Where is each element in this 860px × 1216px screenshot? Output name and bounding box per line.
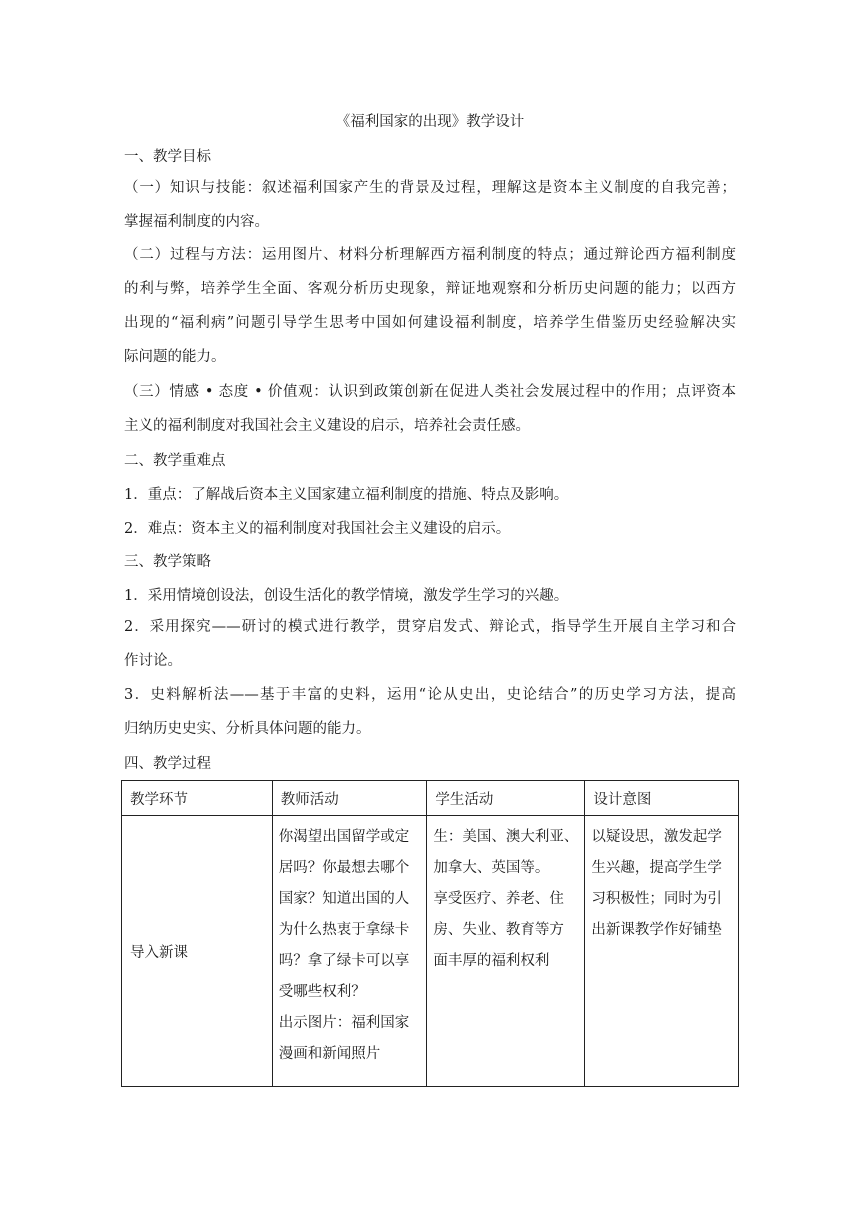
cell-line: 出新课教学作好铺垫: [591, 922, 722, 938]
teaching-process-table: [121, 780, 739, 1087]
teacher-activity-cell: [272, 816, 427, 1087]
cell-line: 出示图片：福利国家: [278, 1015, 410, 1031]
section-heading-strategy: 三、教学策略: [124, 554, 211, 570]
cell-line: 享受医疗、养老、住: [433, 891, 564, 907]
section-heading-process: 四、教学过程: [124, 756, 211, 772]
header-cell-intent: 设计意图: [585, 781, 739, 816]
cell-line: 吗？拿了绿卡可以享: [278, 953, 410, 969]
objective-knowledge-paragraph: [124, 171, 736, 239]
table-row: [122, 816, 739, 1087]
cell-line: 生：美国、澳大利亚、: [433, 829, 579, 845]
paragraph-line: 2．采用探究——研讨的模式进行教学，贯穿启发式、辩论式，指导学生开展自主学习和合: [124, 619, 736, 635]
design-intent-cell: [585, 816, 739, 1087]
cell-line: 居吗？你最想去哪个: [278, 860, 410, 876]
header-cell-stage: 教学环节: [122, 781, 273, 816]
paragraph-line: 掌握福利制度的内容。: [124, 214, 269, 230]
cell-line: 国家？知道出国的人: [278, 891, 410, 907]
cell-line: 习积极性；同时为引: [591, 891, 722, 907]
header-cell-teacher: 教师活动: [272, 781, 427, 816]
section-heading-key-points: 二、教学重难点: [124, 453, 226, 469]
cell-line: 面丰厚的福利权利: [433, 953, 550, 969]
objective-process-paragraph: [124, 238, 736, 374]
paragraph-line: 际问题的能力。: [124, 349, 226, 365]
cell-line: 房、失业、教育等方: [433, 922, 564, 938]
paragraph-line: 3．史料解析法——基于丰富的史料，运用“论从史出，史论结合”的历史学习方法，提高: [124, 687, 736, 703]
cell-line: 漫画和新闻照片: [278, 1046, 381, 1062]
cell-line: 受哪些权利？: [278, 984, 366, 1000]
paragraph-line: 归纳历史史实、分析具体问题的能力。: [124, 721, 371, 737]
difficult-point-item: 2．难点：资本主义的福利制度对我国社会主义建设的启示。: [124, 521, 511, 537]
strategy-item-1: 1．采用情境创设法，创设生活化的教学情境，激发学生学习的兴趣。: [124, 588, 569, 604]
paragraph-line: 出现的“福利病”问题引导学生思考中国如何建设福利制度，培养学生借鉴历史经验解决实: [124, 315, 736, 331]
cell-line: 你渴望出国留学或定: [278, 829, 410, 845]
student-activity-cell: [427, 816, 585, 1087]
strategy-item-2: [124, 610, 736, 678]
paragraph-line: 的利与弊，培养学生全面、客观分析历史现象，辩证地观察和分析历史问题的能力；以西方: [124, 281, 736, 297]
paragraph-line: 主义的福利制度对我国社会主义建设的启示，培养社会责任感。: [124, 418, 530, 434]
paragraph-line: （一）知识与技能：叙述福利国家产生的背景及过程，理解这是资本主义制度的自我完善；: [124, 180, 736, 196]
strategy-item-3: [124, 678, 736, 746]
key-point-item: 1．重点：了解战后资本主义国家建立福利制度的措施、特点及影响。: [124, 487, 569, 503]
document-title: 《福利国家的出现》教学设计: [335, 114, 525, 130]
section-heading-objectives: 一、教学目标: [124, 149, 211, 165]
cell-line: 以疑设思，激发起学: [591, 829, 722, 845]
cell-line: 加拿大、英国等。: [433, 860, 550, 876]
cell-line: 为什么热衷于拿绿卡: [278, 922, 410, 938]
paragraph-line: 作讨论。: [124, 653, 182, 669]
table-header-row: [122, 781, 739, 816]
stage-cell: 导入新课: [122, 816, 273, 1087]
cell-line: 生兴趣，提高学生学: [591, 860, 722, 876]
header-cell-student: 学生活动: [427, 781, 585, 816]
objective-emotion-paragraph: [124, 375, 736, 443]
paragraph-line: （三）情感 • 态度 • 价值观：认识到政策创新在促进人类社会发展过程中的作用；点评资本: [124, 384, 736, 400]
paragraph-line: （二）过程与方法：运用图片、材料分析理解西方福利制度的特点；通过辩论西方福利制度: [124, 247, 736, 263]
